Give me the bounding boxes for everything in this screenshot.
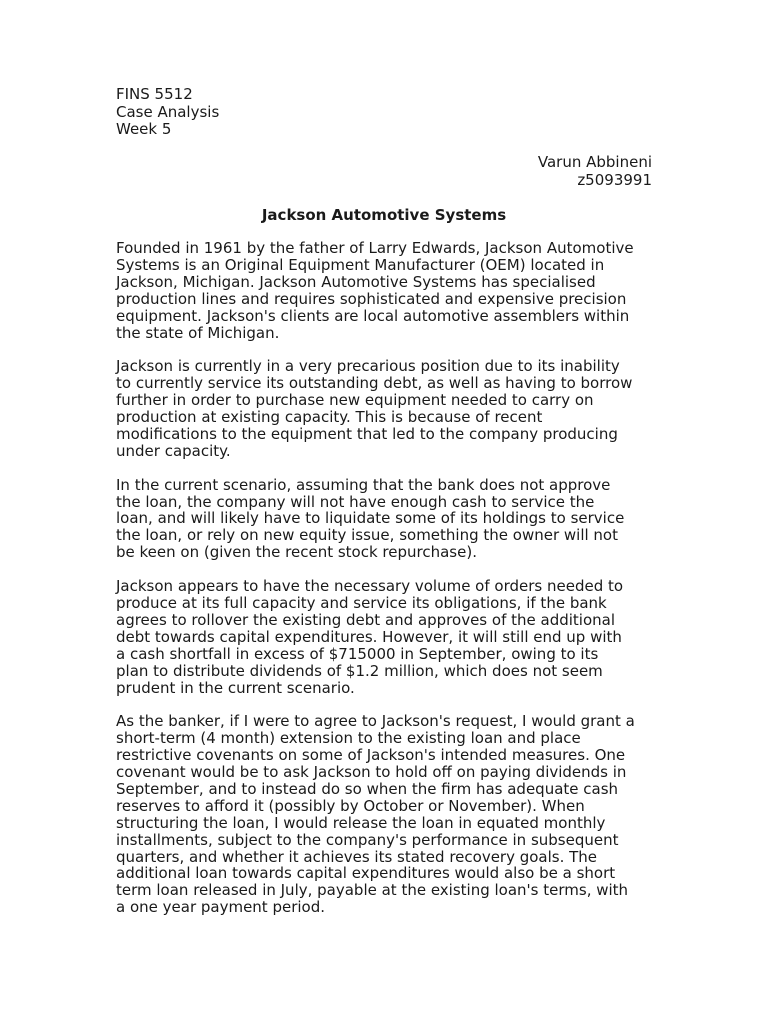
text-line: production lines and requires sophisticated and expensive precision: [116, 289, 627, 308]
student-id: z5093991: [577, 170, 652, 189]
text-line: to currently service its outstanding debt, as well as having to borrow: [116, 374, 633, 393]
text-line: further in order to purchase new equipment needed to carry on: [116, 391, 594, 410]
course-code: FINS 5512: [116, 85, 193, 103]
text-line: Jackson appears to have the necessary volume of orders needed to: [116, 577, 624, 596]
text-line: equipment. Jackson's clients are local automotive assemblers within: [116, 306, 630, 325]
course-header: [116, 86, 219, 139]
paragraph: [116, 240, 662, 341]
text-line: loan, and will likely have to liquidate some of its holdings to service: [116, 509, 625, 528]
text-line: restrictive covenants on some of Jackson's intended measures. One: [116, 746, 626, 765]
paragraph: [116, 477, 662, 562]
text-line: reserves to afford it (possibly by October or November). When: [116, 796, 585, 815]
paragraph: [116, 358, 662, 459]
text-line: agrees to rollover the existing debt and approves of the additional: [116, 610, 615, 629]
text-line: produce at its full capacity and service its obligations, if the bank: [116, 593, 607, 612]
text-line: debt towards capital expenditures. However, it will still end up with: [116, 627, 622, 646]
text-line: As the banker, if I were to agree to Jackson's request, I would grant a: [116, 712, 635, 731]
text-line: installments, subject to the company's performance in subsequent: [116, 830, 619, 849]
text-line: Systems is an Original Equipment Manufacturer (OEM) located in: [116, 255, 605, 274]
text-line: September, and to instead do so when the firm has adequate cash: [116, 779, 619, 798]
document-title: Jackson Automotive Systems: [261, 206, 507, 224]
text-line: under capacity.: [116, 441, 231, 460]
text-line: additional loan towards capital expenditures would also be a short: [116, 864, 616, 883]
author-block: [538, 154, 652, 189]
author-name: Varun Abbineni: [537, 153, 652, 171]
text-line: production at existing capacity. This is because of recent: [116, 408, 543, 427]
text-line: plan to distribute dividends of $1.2 million, which does not seem: [116, 661, 603, 680]
text-line: Jackson is currently in a very precarious position due to its inability: [116, 357, 620, 376]
text-line: be keen on (given the recent stock repurchase).: [116, 543, 477, 562]
week-label: Week 5: [116, 120, 172, 138]
text-line: quarters, and whether it achieves its stated recovery goals. The: [116, 847, 598, 866]
text-line: Jackson, Michigan. Jackson Automotive Systems has specialised: [116, 272, 596, 291]
text-line: short-term (4 month) extension to the existing loan and place: [116, 729, 581, 748]
text-line: covenant would be to ask Jackson to hold off on paying dividends in: [116, 763, 627, 782]
document-body: [116, 240, 662, 933]
paragraph: [116, 578, 662, 696]
document-type: Case Analysis: [116, 102, 220, 121]
text-line: Founded in 1961 by the father of Larry Edwards, Jackson Automotive: [116, 239, 634, 257]
text-line: the loan, the company will not have enough cash to service the: [116, 492, 595, 511]
text-line: a cash shortfall in excess of $715000 in September, owing to its: [116, 644, 599, 663]
text-line: the loan, or rely on new equity issue, something the owner will not: [116, 526, 618, 545]
paragraph: [116, 713, 662, 916]
text-line: term loan released in July, payable at the existing loan's terms, with: [116, 881, 629, 900]
text-line: a one year payment period.: [116, 898, 326, 917]
text-line: In the current scenario, assuming that the bank does not approve: [116, 475, 611, 494]
text-line: prudent in the current scenario.: [116, 678, 355, 697]
text-line: modifications to the equipment that led to the company producing: [116, 424, 618, 443]
text-line: the state of Michigan.: [116, 323, 280, 342]
text-line: structuring the loan, I would release the loan in equated monthly: [116, 813, 606, 832]
